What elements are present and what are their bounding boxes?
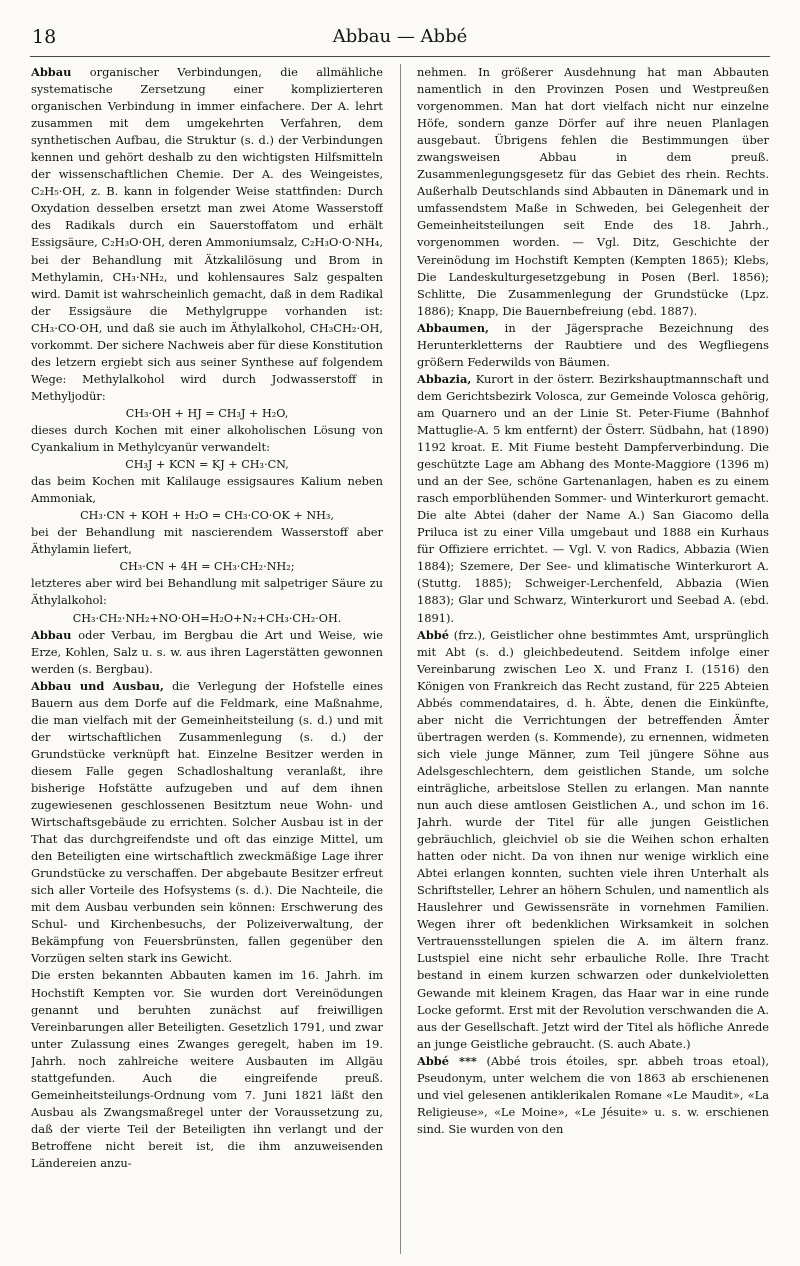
left-column <box>31 64 383 1252</box>
page-number: 18 <box>32 26 57 48</box>
right-column <box>417 64 769 1252</box>
dictionary-entry <box>31 678 383 968</box>
entry-text: oder Verbau, im Bergbau die Art und Weise, wie Erze, Kohlen, Salz u. s. w. aus ihren Lagerstätten gewonnen werden (s. Bergbau). <box>31 627 383 676</box>
entry-headword: Abbau <box>31 65 72 79</box>
paragraph: letzteres aber wird bei Behandlung mit salpetriger Säure zu Äthylalkohol: <box>31 576 383 608</box>
entry-text: die Verlegung der Hofstelle eines Bauern aus dem Dorfe auf die Feldmark, eine Maßnahme, die man vielfach mit der Gemeinheitsteilung (s. d.) und mit der wirtschaftlichen Zusammenlegung (s. d.) der Grundstücke verknüpft hat. Einzelne Besitzer werden in diesem Falle gegen Schadloshaltung veranlaßt, ihre bisherige Hofstätte aufzugeben und auf dem ihnen zugewiesenen geschlossenen Besitztum neue Wohn- und Wirtschaftsgebäude zu errichten. Solcher Ausbau ist in der That das durchgreifendste und oft das einzige Mittel, um den Beteiligten eine wirtschaftlich zweckmäßige Lage ihrer Grundstücke zu verschaffen. Der abgebaute Besitzer erfreut sich aller Vorteile des Hofsystems (s. d.). Die Nachteile, die mit dem Ausbau verbunden sein können: Erschwerung des Schul- und Kirchenbesuchs, der Polizeiverwaltung, der Bekämpfung von Feuersbrünsten, fallen gegenüber den Vorzügen selten stark ins Gewicht. <box>31 678 383 966</box>
column-divider <box>400 64 401 1254</box>
paragraph: dieses durch Kochen mit einer alkoholischen Lösung von Cyankalium in Methylcyanür verwandelt: <box>31 422 383 455</box>
entry-headword: Abbé *** <box>417 1053 477 1068</box>
chemical-formula: CH₃·OH + HJ = CH₃J + H₂O, <box>125 406 289 420</box>
chemical-formula: CH₃·CN + 4H = CH₃·CH₂·NH₂; <box>119 560 295 574</box>
paragraph: bei der Behandlung mit nascierendem Wasserstoff aber Äthylamin liefert, <box>31 525 383 557</box>
entry-text: (Abbé trois étoiles, spr. abbeh troas etoal), Pseudonym, unter welchem die von 1863 ab erschienenen und viel gelesenen antiklerikalen Romane «Le Maudit», «La Religieuse», «Le Moine», «Le Jésuite» u. s. w. erschienen sind. Sie wurden von den <box>417 1053 769 1136</box>
entry-headword: Abbazia, <box>417 371 472 386</box>
running-title: Abbau — Abbé <box>332 26 468 47</box>
page-header <box>30 22 770 57</box>
dictionary-entry <box>417 320 769 371</box>
entry-headword: Abbau und Ausbau, <box>31 678 164 693</box>
dictionary-entry <box>417 371 769 627</box>
paragraph: nehmen. In größerer Ausdehnung hat man Abbauten namentlich in den Provinzen Posen und Westpreußen vorgenommen. Man hat dort vielfach nicht nur einzelne Höfe, sondern ganze Dörfer auf ihre neuen Planlagen ausgebaut. Übrigens fehlen die Bestimmungen über zwangsweisen Abbau in dem preuß. Zusammenlegungsgesetz für das Gebiet des rhein. Rechts. Außerhalb Deutschlands sind Abbauten in Dänemark und in umfassendstem Maße in Schweden, bei Gelegenheit der Gemeinheitsteilungen seit Ende des 18. Jahrh., vorgenommen worden. — Vgl. Ditz, Geschichte der Vereinödung im Hochstift Kempten (Kempten 1865); Klebs, Die Landeskulturgesetzgebung in Posen (Berl. 1856); Schlitte, Die Zusammenlegung der Grundstücke (Lpz. 1886); Knapp, Die Bauernbefreiung (ebd. 1887). <box>417 65 769 318</box>
paragraph: das beim Kochen mit Kalilauge essigsaures Kalium neben Ammoniak, <box>31 474 383 506</box>
entry-text: (frz.), Geistlicher ohne bestimmtes Amt, ursprünglich mit Abt (s. d.) gleichbedeutend. Seitdem infolge einer Vereinbarung zwischen Leo X. und Franz I. (1516) den Königen von Frankreich das Recht zustand, für 225 Abteien Abbés commendataires, d. h. Äbte, denen die Einkünfte, aber nicht die Verrichtungen der betreffenden Ämter übertragen werden (s. Kommende), zu ernennen, widmeten sich viele junge Männer, zum Teil jüngere Söhne aus Adelsgeschlechtern, dem geistlichen Stande, um solche einträgliche, arbeitslose Stellen zu erlangen. Man nannte nun auch diese amtlosen Geistlichen A., und schon im 16. Jahrh. wurde der Titel für alle jungen Geistlichen gebräuchlich, gleichviel ob sie die Weihen schon erhalten hatten oder nicht. Da von ihnen nur wenige wirklich eine Abtei erlangen konnten, suchten viele ihren Unterhalt als Schriftsteller, Lehrer an höhern Schulen, und namentlich als Hauslehrer und Gewissensräte in vornehmen Familien. Wegen ihrer oft bedenklichen Wirksamkeit in solchen Vertrauensstellungen spielen die A. im ältern franz. Lustspiel eine nicht sehr erbauliche Rolle. Ihre Tracht bestand in einem kurzen schwarzen oder dunkelvioletten Gewande mit kleinem Kragen, das Haar war in eine runde Locke geformt. Erst mit der Revolution verschwanden die A. aus der Gesellschaft. Jetzt wird der Titel als höfliche Anrede an junge Geistliche gebraucht. (S. auch Abate.) <box>417 627 769 1051</box>
dictionary-entry <box>417 627 769 1053</box>
paragraph: Die ersten bekannten Abbauten kamen im 16. Jahrh. im Hochstift Kempten vor. Sie wurden dort Vereinödungen genannt und beruhten zunächst auf freiwilligen Vereinbarungen aller Beteiligten. Gesetzlich 1791, und zwar unter Zulassung eines Zwanges geregelt, haben im 19. Jahrh. noch zahlreiche weitere Ausbauten im Allgäu stattgefunden. Auch die eingreifende preuß. Gemeinheitsteilungs-Ordnung vom 7. Juni 1821 läßt den Ausbau als Zwangsmaßregel unter der Voraussetzung zu, daß der vierte Teil der Beteiligten ihn verlangt und der Betroffene nicht bereit ist, die ihm anzuweisenden Ländereien anzu- <box>31 968 383 1170</box>
chemical-formula: CH₃·CH₂·NH₂+NO·OH=H₂O+N₂+CH₃·CH₂·OH. <box>72 611 342 625</box>
dictionary-entry <box>417 1053 769 1138</box>
entry-text: organischer Verbindungen, die allmähliche systematische Zersetzung einer komplizierteren organischen Verbindung in immer einfachere. Der A. lehrt zusammen mit dem umgekehrten Verfahren, dem synthetischen Aufbau, die Struktur (s. d.) der Verbindungen kennen und gehört deshalb zu den wichtigsten Hilfsmitteln der wissenschaftlichen Chemie. Der A. des Weingeistes, C₂H₅·OH, z. B. kann in folgender Weise stattfinden: Durch Oxydation desselben ersetzt man zwei Atome Wasserstoff des Radikals durch ein Sauerstoffatom und erhält Essigsäure, C₂H₃O·OH, deren Ammoniumsalz, C₂H₃O·O·NH₄, bei der Behandlung mit Ätzkalilösung und Brom in Methylamin, CH₃·NH₂, und kohlensaures Salz gespalten wird. Damit ist wahrscheinlich gemacht, daß in dem Radikal der Essigsäure die Methylgruppe vorhanden ist: CH₃·CO·OH, und daß sie auch im Äthylalkohol, CH₃CH₂·OH, vorkommt. Der sichere Nachweis aber für diese Konstitution des letzern ergiebt sich aus seiner Synthese auf folgendem Wege: Methylalkohol wird durch Jodwasserstoff in Methyljodür: <box>31 65 383 403</box>
dictionary-entry <box>31 64 383 405</box>
entry-headword: Abbau <box>31 627 72 642</box>
entry-headword: Abbaumen, <box>417 320 489 335</box>
entry-text: Kurort in der österr. Bezirkshauptmannschaft und dem Gerichtsbezirk Volosca, zur Gemeinde Volosca gehörig, am Quarnero und an der Linie St. Peter-Fiume (Bahnhof Mattuglie-A. 5 km entfernt) der Österr. Südbahn, hat (1890) 1192 kroat. E. Mit Fiume besteht Dampferverbindung. Die geschützte Lage am Abhang des Monte-Maggiore (1396 m) und an der See, schöne Gartenanlagen, haben es zu einem rasch emporblühenden Sommer- und Winterkurort gemacht. Die alte Abtei (daher der Name A.) San Giacomo della Priluca ist zu einer Villa umgebaut und 1888 ein Kurhaus für Offiziere errichtet. — Vgl. V. von Radics, Abbazia (Wien 1884); Szemere, Der See- und klimatische Winterkurort A. (Stuttg. 1885); Schweiger-Lerchenfeld, Abbazia (Wien 1883); Glar und Schwarz, Winterkurort und Seebad A. (ebd. 1891). <box>417 371 769 625</box>
chemical-formula: CH₃·CN + KOH + H₂O = CH₃·CO·OK + NH₃, <box>80 509 334 523</box>
entry-headword: Abbé <box>417 627 450 642</box>
dictionary-entry <box>31 627 383 678</box>
entry-text: in der Jägersprache Bezeichnung des Herunterkletterns der Raubtiere und des Wegfliegens größern Federwilds von Bäumen. <box>417 320 769 369</box>
chemical-formula: CH₃J + KCN = KJ + CH₃·CN, <box>125 458 289 472</box>
